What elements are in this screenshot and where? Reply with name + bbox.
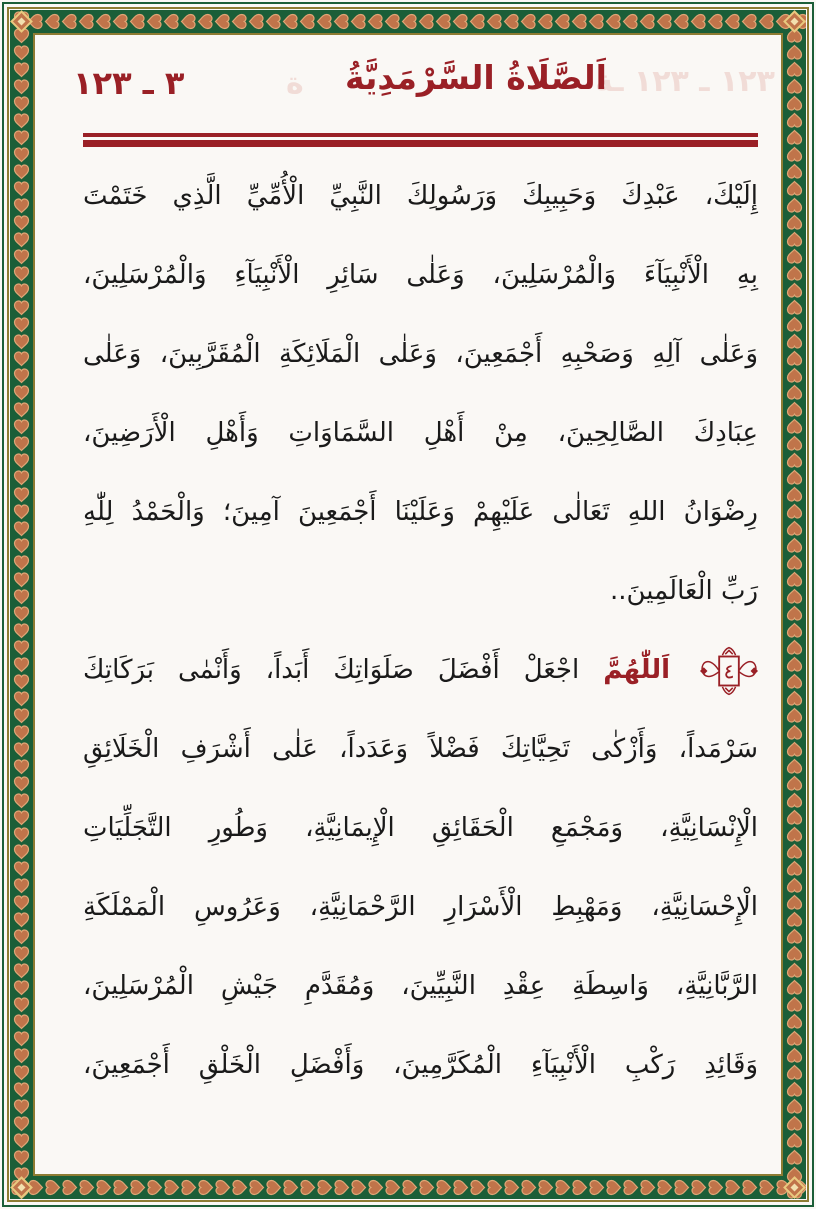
- prayer-line: سَرْمَداً، وَأَزْكٰى تَحِيَّاتِكَ فَضْلاً وَعَدَداً، عَلٰى أَشْرَفِ الْخَلَائِقِ: [83, 734, 758, 764]
- bleedthrough-ghost-text: ة: [286, 66, 304, 101]
- header-double-rule: [83, 133, 758, 147]
- prayer-line-text: اجْعَلْ أَفْضَلَ صَلَوَاتِكَ أَبَداً، وَأَنْمٰى بَرَكَاتِكَ: [83, 655, 580, 685]
- prayer-section-first-line: [83, 631, 758, 710]
- prayer-text: [83, 157, 758, 1105]
- prayer-line: إِلَيْكَ، عَبْدِكَ وَحَبِيبِكَ وَرَسُولِكَ النَّبِيِّ الْأُمِّيِّ الَّذِي خَتَمْتَ: [83, 181, 758, 211]
- page-number: ٣ ـ ١٢٣: [73, 64, 185, 102]
- prayer-line: وَعَلٰى آلِهِ وَصَحْبِهِ أَجْمَعِينَ، وَعَلٰى الْمَلَائِكَةِ الْمُقَرَّبِينَ، وَعَلٰى: [83, 339, 758, 369]
- page-content: [73, 48, 775, 1173]
- prayer-line: رِضْوَانُ اللهِ تَعَالٰى عَلَيْهِمْ وَعَلَيْنَا أَجْمَعِينَ آمِينَ؛ وَالْحَمْدُ لِلّٰهِ: [83, 497, 758, 527]
- bleedthrough-ghost-numbers: ١٢٣ ـ ١٢٣ ـة: [595, 64, 775, 99]
- page-title: اَلصَّلَاةُ السَّرْمَدِيَّةُ: [345, 58, 607, 97]
- prayer-line: عِبَادِكَ الصَّالِحِينَ، مِنْ أَهْلِ السَّمَاوَاتِ وَأَهْلِ الْأَرَضِينَ،: [83, 418, 758, 448]
- page-header: [73, 48, 775, 133]
- prayer-line: الْإِحْسَانِيَّةِ، وَمَهْبِطِ الْأَسْرَارِ الرَّحْمَانِيَّةِ، وَعَرُوسِ الْمَمْلَكَةِ: [83, 892, 758, 922]
- prayer-line: الرَّبَّانِيَّةِ، وَاسِطَةِ عِقْدِ النَّبِيِّينَ، وَمُقَدَّمِ جَيْشِ الْمُرْسَلِينَ،: [83, 971, 758, 1001]
- prayer-line: وَقَائِدِ رَكْبِ الْأَنْبِيَآءِ الْمُكَرَّمِينَ، وَأَفْضَلِ الْخَلْقِ أَجْمَعِينَ،: [83, 1050, 758, 1080]
- allahumma-invocation: اَللّٰهُمَّ: [603, 655, 671, 685]
- section-number: ٤: [723, 658, 735, 683]
- section-number-rosette-icon: [700, 645, 758, 697]
- prayer-line: بِهِ الْأَنْبِيَآءَ وَالْمُرْسَلِينَ، وَعَلٰى سَائِرِ الْأَنْبِيَآءِ وَالْمُرْسَلِينَ،: [83, 260, 758, 290]
- prayer-line: الْإِنْسَانِيَّةِ، وَمَجْمَعِ الْحَقَائِقِ الْإِيمَانِيَّةِ، وَطُورِ التَّجَلِّيَاتِ: [83, 813, 758, 843]
- prayer-paragraph-end-line: رَبِّ الْعَالَمِينَ..: [609, 576, 758, 606]
